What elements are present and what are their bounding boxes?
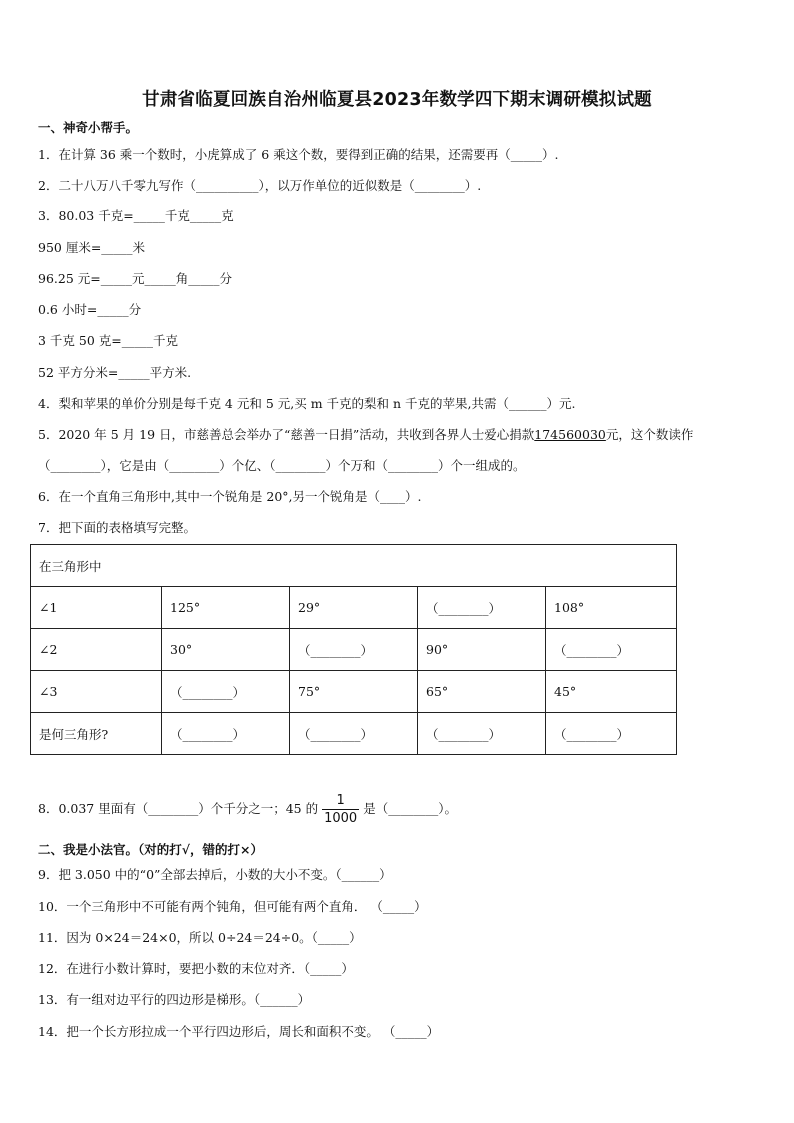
table-row-label: ∠2	[31, 629, 162, 671]
table-header: 在三角形中	[31, 545, 677, 587]
donation-amount: 174560030	[534, 427, 606, 442]
question-11: 11．因为 0×24＝24×0，所以 0÷24＝24÷0。（_____）	[38, 930, 362, 945]
question-13: 13．有一组对边平行的四边形是梯形。（______）	[38, 992, 311, 1007]
table-cell: （________）	[162, 713, 290, 755]
section-heading-1: 一、神奇小帮手。	[38, 120, 139, 135]
section-heading-2: 二、我是小法官。（对的打√，错的打×）	[38, 842, 263, 857]
table-cell: （________）	[546, 629, 677, 671]
question-5-text: 5．2020 年 5 月 19 日，市慈善总会举办了“慈善一日捐”活动，共收到各界人士爱心捐款	[38, 427, 535, 442]
table-cell: （________）	[290, 713, 418, 755]
question-8-text: 8．0.037 里面有（________）个千分之一；45 的	[38, 801, 319, 816]
question-5	[38, 426, 693, 444]
table-cell: 65°	[418, 671, 546, 713]
question-8	[38, 790, 457, 828]
question-3-d: 0.6 小时=_____分	[38, 302, 142, 317]
table-row-label: ∠3	[31, 671, 162, 713]
question-5-tail: 元，这个数读作	[605, 427, 694, 442]
table-row	[31, 671, 677, 713]
question-3-e: 3 千克 50 克=_____千克	[38, 333, 179, 348]
table-cell: （________）	[418, 713, 546, 755]
question-9: 9．把 3.050 中的“0”全部去掉后，小数的大小不变。（______）	[38, 867, 392, 882]
table-row	[31, 587, 677, 629]
table-cell: 30°	[162, 629, 290, 671]
page-title: 甘肃省临夏回族自治州临夏县2023年数学四下期末调研模拟试题	[142, 90, 652, 110]
question-14: 14．把一个长方形拉成一个平行四边形后，周长和面积不变。 （_____）	[38, 1024, 440, 1039]
table-cell: （________）	[290, 629, 418, 671]
question-4: 4．梨和苹果的单价分别是每千克 4 元和 5 元,买 m 千克的梨和 n 千克的苹果,共需（______）元.	[38, 396, 576, 411]
question-3-f: 52 平方分米=_____平方米.	[38, 365, 192, 380]
question-3-b: 950 厘米=_____米	[38, 240, 146, 255]
table-cell: 45°	[546, 671, 677, 713]
table-cell: （________）	[418, 587, 546, 629]
question-3-a: 3．80.03 千克=_____千克_____克	[38, 208, 234, 223]
question-12: 12．在进行小数计算时，要把小数的末位对齐．（_____）	[38, 961, 354, 976]
fraction	[322, 792, 359, 827]
table-cell: 90°	[418, 629, 546, 671]
question-5-line-2: （________），它是由（________）个亿、（________）个万和（________）个一组成的。	[38, 458, 526, 473]
question-8-tail: 是（________）。	[363, 801, 457, 816]
question-3-c: 96.25 元=_____元_____角_____分	[38, 271, 232, 286]
table-cell: （________）	[546, 713, 677, 755]
triangle-table	[30, 544, 677, 755]
table-cell: 125°	[162, 587, 290, 629]
table-cell: 75°	[290, 671, 418, 713]
table-row-label: 是何三角形?	[31, 713, 162, 755]
table-row-label: ∠1	[31, 587, 162, 629]
table-header-row	[31, 545, 677, 587]
question-6: 6．在一个直角三角形中,其中一个锐角是 20°,另一个锐角是（____）.	[38, 489, 422, 504]
table-cell: （________）	[162, 671, 290, 713]
question-10: 10．一个三角形中不可能有两个钝角，但可能有两个直角． （_____）	[38, 899, 427, 914]
question-7: 7．把下面的表格填写完整。	[38, 520, 196, 535]
question-2: 2．二十八万八千零九写作（__________），以万作单位的近似数是（________）.	[38, 178, 482, 193]
table-row	[31, 629, 677, 671]
table-cell: 29°	[290, 587, 418, 629]
fraction-numerator: 1	[322, 792, 359, 810]
fraction-denominator: 1000	[324, 811, 358, 826]
table-cell: 108°	[546, 587, 677, 629]
question-1: 1．在计算 36 乘一个数时，小虎算成了 6 乘这个数，要得到正确的结果，还需要再（_____）.	[38, 147, 559, 162]
table-row	[31, 713, 677, 755]
